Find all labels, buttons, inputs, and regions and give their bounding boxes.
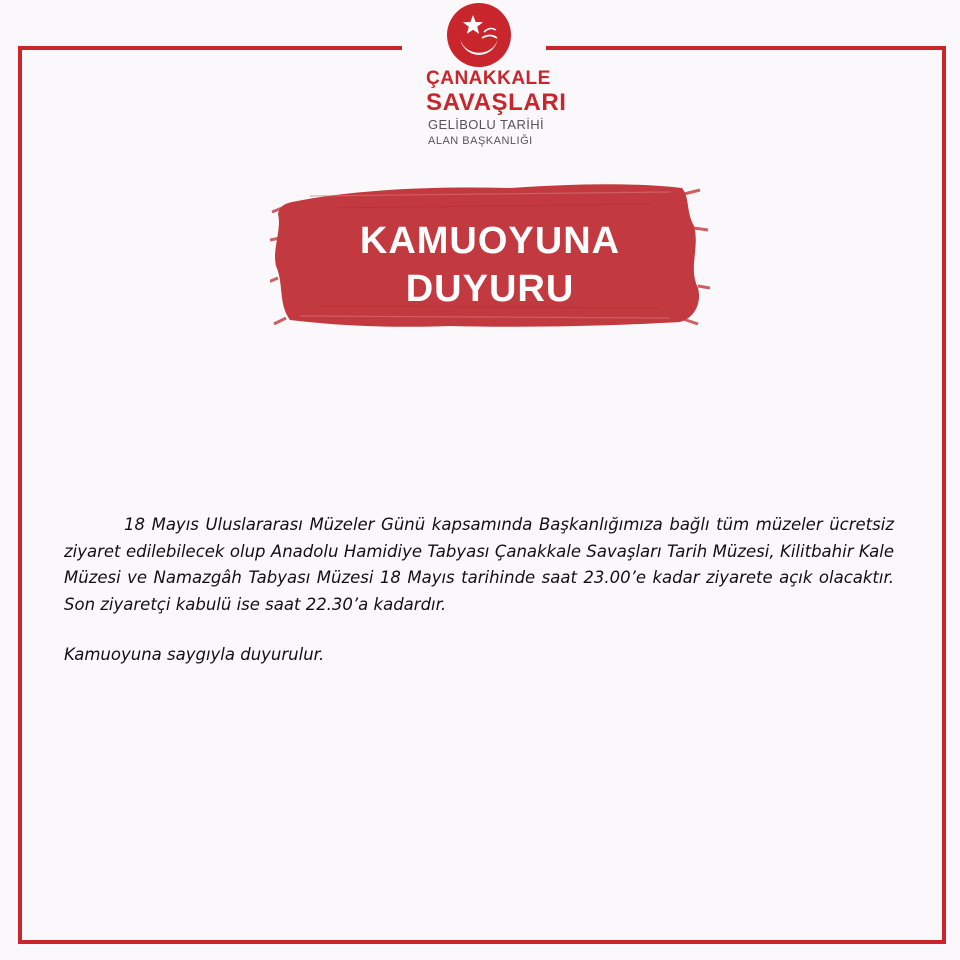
logo <box>420 2 567 162</box>
logo-title-line-2: SAVAŞLARI <box>426 89 567 116</box>
frame-left <box>18 46 22 944</box>
logo-subtitle-line-2: ALAN BAŞKANLIĞI <box>428 135 533 147</box>
logo-subtitle-line-1: GELİBOLU TARİHİ <box>428 117 545 132</box>
frame-bottom <box>18 940 946 944</box>
announcement-body <box>64 512 894 669</box>
frame-top-left <box>18 46 402 50</box>
heading-line-2: DUYURU <box>405 268 575 310</box>
heading-line-1: KAMUOYUNA <box>359 220 621 262</box>
announcement-paragraph: 18 Mayıs Uluslararası Müzeler Günü kapsamında Başkanlığımıza bağlı tüm müzeler ücretsiz ziyaret edilebilecek olup Anadolu Hamidiye Tabyası Çanakkale Savaşları Tarih Müzesi, Kilitbahir Kale Müzesi ve Namazgâh Tabyası Müzesi 18 Mayıs tarihinde saat 23.00’e kadar ziyarete açık olacaktır. Son ziyaretçi kabulü ise saat 22.30’a kadardır. <box>64 515 894 614</box>
frame-right <box>942 46 946 944</box>
star-crescent-icon <box>446 2 512 68</box>
logo-title-line-1: ÇANAKKALE <box>426 68 551 89</box>
frame-top-right <box>546 46 946 50</box>
closing-paragraph: Kamuoyuna saygıyla duyurulur. <box>64 645 325 664</box>
heading-brush-banner <box>270 168 710 340</box>
